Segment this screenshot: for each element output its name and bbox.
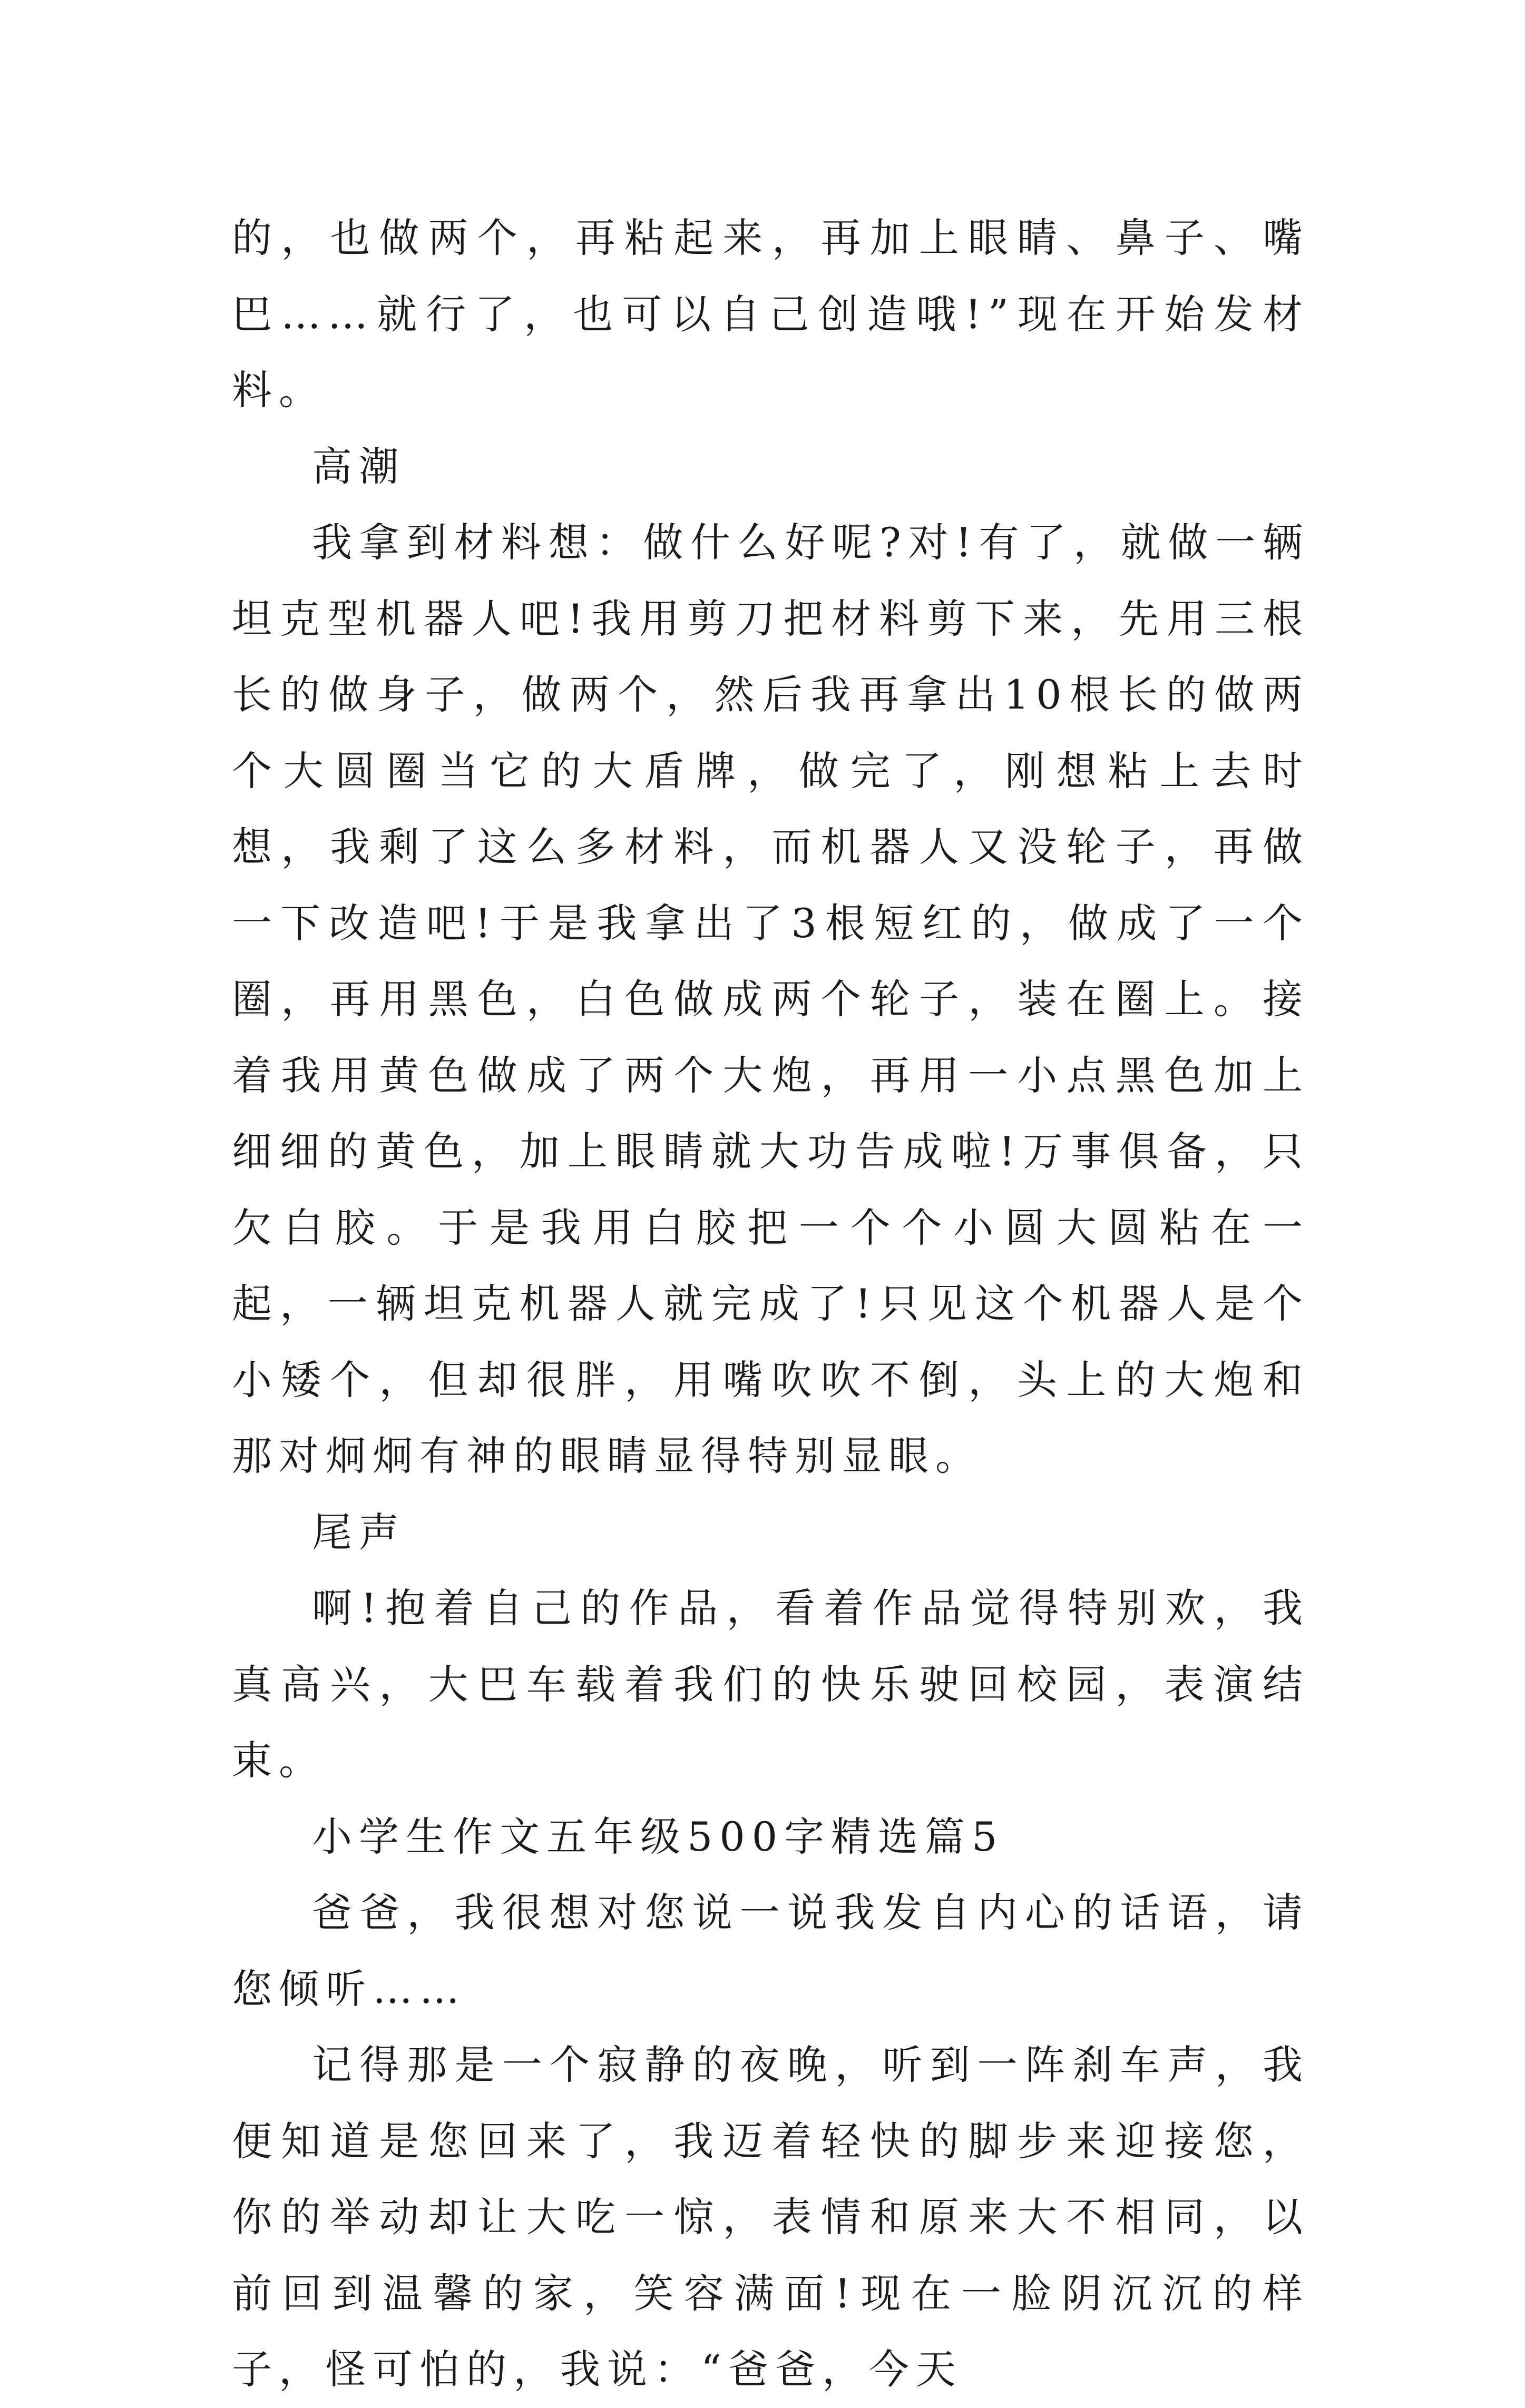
- paragraph: 记得那是一个寂静的夜晚，听到一阵刹车声，我便知道是您回来了，我迈着轻快的脚步来迎接您，你的举动却让大吃一惊，表情和原来大不相同，以前回到温馨的家，笑容满面!现在一脸阴沉沉的样子，怪可怕的，我说：“爸爸，今天: [232, 2041, 1309, 2393]
- section-heading-ending: 尾声: [312, 1508, 406, 1556]
- document-body: [232, 200, 1309, 2408]
- paragraph: 我拿到材料想：做什么好呢?对!有了，就做一辆坦克型机器人吧!我用剪刀把材料剪下来，先用三根长的做身子，做两个，然后我再拿出10根长的做两个大圆圈当它的大盾牌，做完了，刚想粘上去时想，我剩了这么多材料，而机器人又没轮子，再做一下改造吧!于是我拿出了3根短红的，做成了一个圈，再用黑色，白色做成两个轮子，装在圈上。接着我用黄色做成了两个大炮，再用一小点黑色加上细细的黄色，加上眼睛就大功告成啦!万事俱备，只欠白胶。于是我用白胶把一个个小圆大圆粘在一起，一辆坦克机器人就完成了!只见这个机器人是个小矮个，但却很胖，用嘴吹吹不倒，头上的大炮和那对炯炯有神的眼睛显得特别显眼。: [232, 519, 1309, 1479]
- paragraph: 爸爸，我很想对您说一说我发自内心的话语，请您倾听……: [232, 1889, 1309, 2012]
- essay-title: 小学生作文五年级500字精选篇5: [312, 1813, 1004, 1860]
- paragraph: 啊!抱着自己的作品，看着作品觉得特别欢，我真高兴，大巴车载着我们的快乐驶回校园，表演结束。: [232, 1585, 1309, 1784]
- paragraph-continued: 的，也做两个，再粘起来，再加上眼睛、鼻子、嘴巴……就行了，也可以自己创造哦!”现在开始发材料。: [232, 214, 1309, 414]
- section-heading-climax: 高潮: [312, 443, 406, 490]
